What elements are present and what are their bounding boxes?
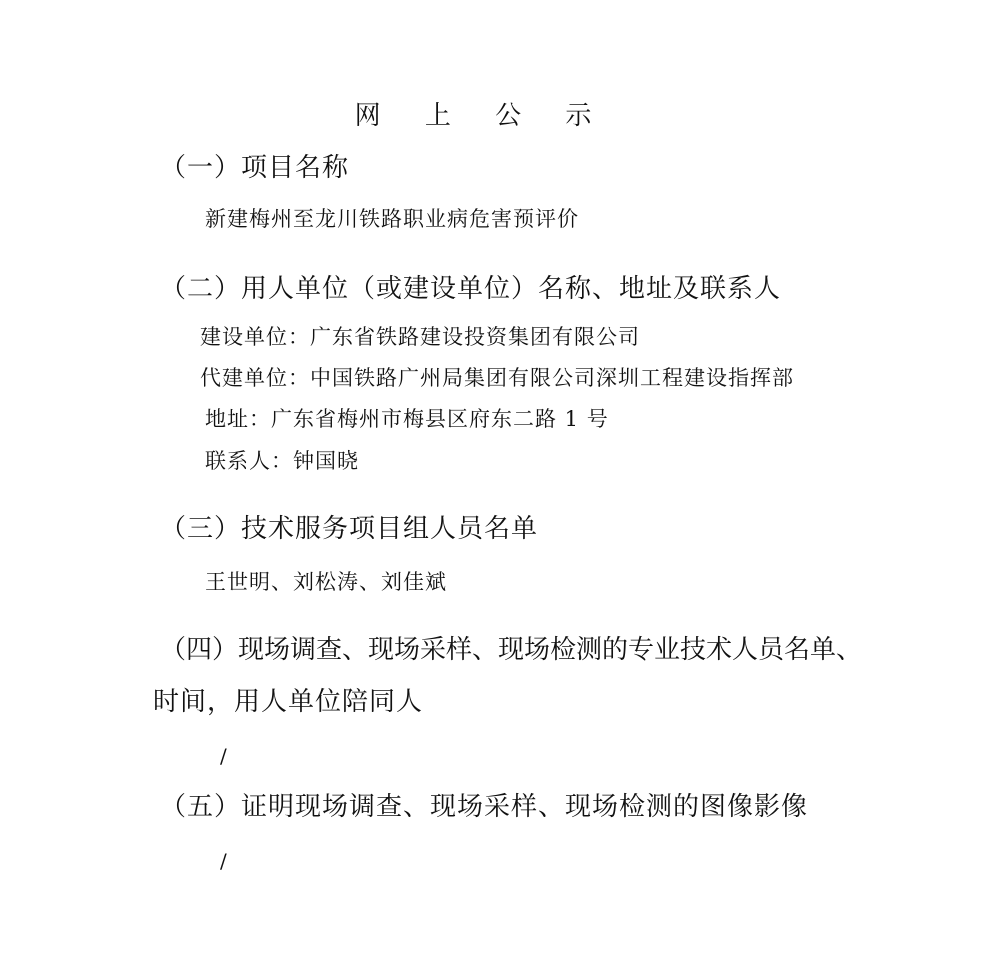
project-name: 新建梅州至龙川铁路职业病危害预评价 [205, 207, 579, 231]
address: 地址：广东省梅州市梅县区府东二路 1 号 [205, 407, 609, 431]
section-4-value: / [220, 744, 227, 768]
section-3-heading: （三）技术服务项目组人员名单 [160, 514, 539, 544]
agent-construction-unit: 代建单位：中国铁路广州局集团有限公司深圳工程建设指挥部 [200, 366, 794, 390]
section-4-heading-continued: 时间，用人单位陪同人 [153, 687, 424, 717]
contact-person: 联系人：钟国晓 [205, 449, 359, 473]
section-1-heading: （一）项目名称 [160, 153, 350, 183]
section-5-heading: （五）证明现场调查、现场采样、现场检测的图像影像 [160, 792, 809, 822]
section-5-value: / [220, 849, 227, 873]
page-title: 网 上 公 示 [354, 101, 610, 131]
section-4-heading: （四）现场调查、现场采样、现场检测的专业技术人员名单、 [160, 635, 863, 665]
construction-unit: 建设单位：广东省铁路建设投资集团有限公司 [200, 325, 640, 349]
team-members: 王世明、刘松涛、刘佳斌 [205, 570, 447, 594]
section-2-heading: （二）用人单位（或建设单位）名称、地址及联系人 [160, 274, 782, 304]
